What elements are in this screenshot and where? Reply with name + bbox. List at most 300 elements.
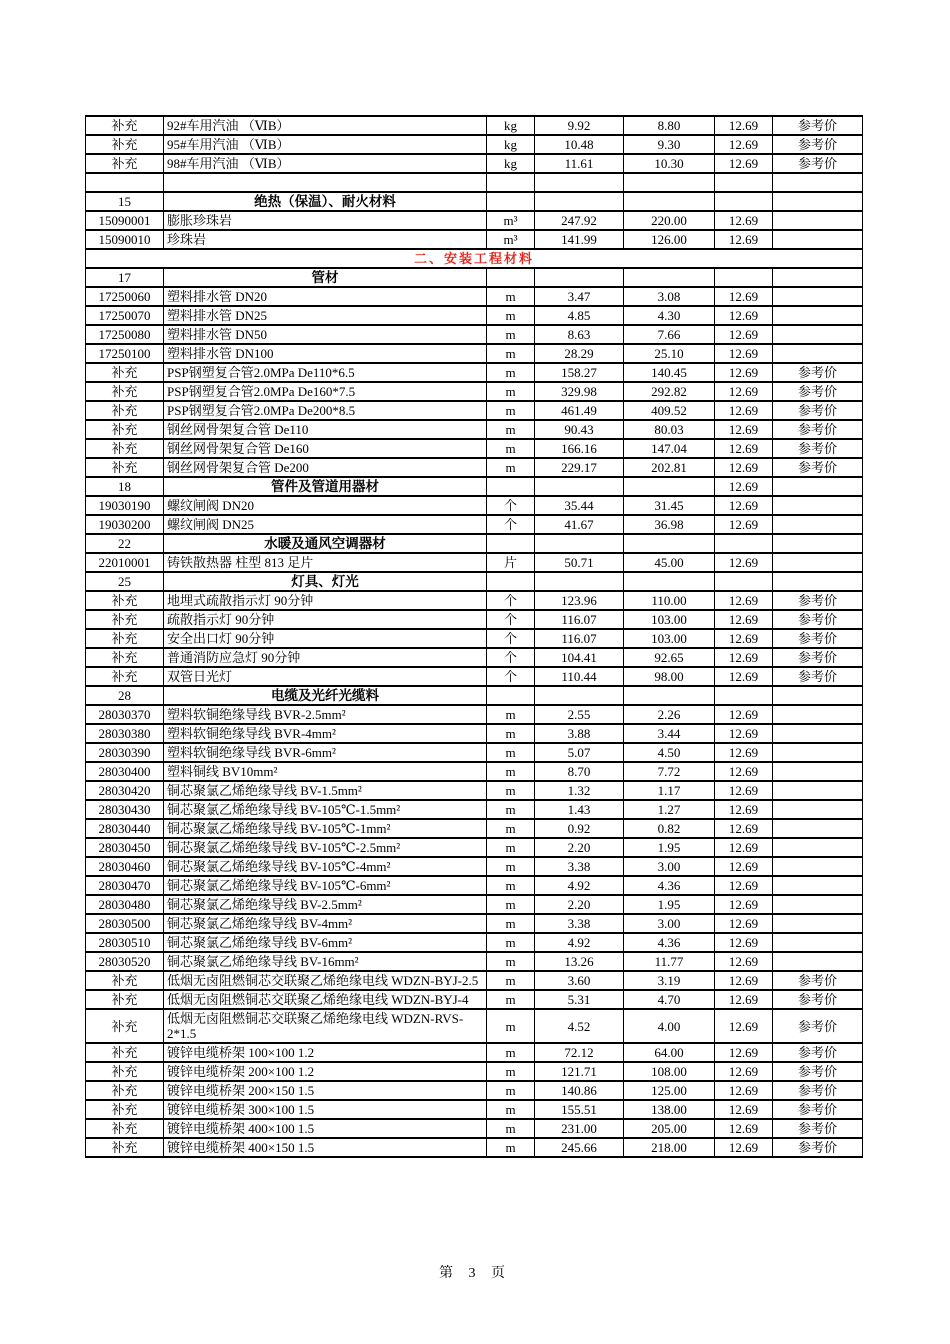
cell-price-no-tax: 1.27 [624,800,715,819]
cell-price-no-tax: 147.04 [624,439,715,458]
cell-remark: 参考价 [773,990,863,1009]
cell-unit: m [487,990,535,1009]
cell-remark: 参考价 [773,116,863,135]
cell-tax-rate [715,192,773,211]
cell-code: 28030470 [86,876,164,895]
cell-price-with-tax [535,268,624,287]
cell-price-no-tax: 110.00 [624,591,715,610]
cell-price-no-tax: 218.00 [624,1138,715,1157]
cell-remark: 参考价 [773,401,863,420]
cell-tax-rate: 12.69 [715,458,773,477]
cell-name: 灯具、灯光 [164,572,487,591]
cell-unit: m [487,933,535,952]
cell-remark [773,572,863,591]
cell-code: 18 [86,477,164,496]
table-row [86,990,863,1009]
cell-unit: m [487,439,535,458]
cell-tax-rate [715,534,773,553]
cell-unit: m [487,1119,535,1138]
cell-price-with-tax: 9.92 [535,116,624,135]
cell-code: 22 [86,534,164,553]
cell-price-with-tax: 35.44 [535,496,624,515]
cell-code: 15 [86,192,164,211]
cell-code: 28030380 [86,724,164,743]
cell-tax-rate: 12.69 [715,1138,773,1157]
table-row [86,1009,863,1043]
cell-remark [773,515,863,534]
cell-remark: 参考价 [773,382,863,401]
table-row [86,1138,863,1157]
cell-price-with-tax: 28.29 [535,344,624,363]
cell-price-with-tax [535,477,624,496]
cell-name: 镀锌电缆桥架 400×150 1.5 [164,1138,487,1157]
cell-code: 补充 [86,439,164,458]
cell-remark [773,496,863,515]
table-row [86,876,863,895]
cell-tax-rate: 12.69 [715,876,773,895]
cell-price-with-tax: 3.38 [535,857,624,876]
table-row [86,667,863,686]
cell-name: 低烟无卤阻燃铜芯交联聚乙烯绝缘电线 WDZN-BYJ-2.5 [164,971,487,990]
cell-name: 疏散指示灯 90分钟 [164,610,487,629]
cell-unit: m [487,819,535,838]
cell-unit [487,477,535,496]
cell-unit: m [487,781,535,800]
cell-tax-rate: 12.69 [715,420,773,439]
cell-price-no-tax: 4.70 [624,990,715,1009]
cell-remark [773,230,863,249]
cell-tax-rate: 12.69 [715,344,773,363]
cell-code: 28030460 [86,857,164,876]
table-row [86,325,863,344]
cell-unit: 个 [487,496,535,515]
category-header-row [86,192,863,211]
cell-price-no-tax: 138.00 [624,1100,715,1119]
cell-price-with-tax: 72.12 [535,1043,624,1062]
cell-price-no-tax: 202.81 [624,458,715,477]
table-row [86,1100,863,1119]
cell-remark [773,857,863,876]
cell-price-with-tax: 4.52 [535,1009,624,1043]
cell-unit: 个 [487,515,535,534]
cell-remark: 参考价 [773,363,863,382]
cell-code: 补充 [86,1100,164,1119]
cell-remark: 参考价 [773,667,863,686]
cell-price-with-tax: 140.86 [535,1081,624,1100]
cell-price-with-tax [535,173,624,192]
cell-price-no-tax: 11.77 [624,952,715,971]
cell-remark [773,306,863,325]
cell-code: 补充 [86,420,164,439]
cell-tax-rate: 12.69 [715,306,773,325]
cell-code: 28030390 [86,743,164,762]
table-row [86,705,863,724]
cell-name: 铜芯聚氯乙烯绝缘导线 BV-6mm² [164,933,487,952]
cell-code: 28030480 [86,895,164,914]
cell-price-no-tax: 25.10 [624,344,715,363]
cell-tax-rate: 12.69 [715,895,773,914]
table-row [86,420,863,439]
cell-unit: m [487,306,535,325]
cell-price-with-tax [535,534,624,553]
table-row [86,762,863,781]
cell-price-no-tax: 220.00 [624,211,715,230]
table-row [86,1043,863,1062]
cell-unit [487,686,535,705]
cell-remark [773,686,863,705]
cell-code: 补充 [86,382,164,401]
table-row [86,211,863,230]
cell-remark [773,933,863,952]
cell-remark: 参考价 [773,1119,863,1138]
cell-name: 水暖及通风空调器材 [164,534,487,553]
cell-remark [773,534,863,553]
cell-code: 28030450 [86,838,164,857]
cell-price-no-tax: 103.00 [624,629,715,648]
cell-code: 15090010 [86,230,164,249]
cell-remark [773,781,863,800]
cell-unit: kg [487,135,535,154]
cell-code: 28030520 [86,952,164,971]
table-row [86,933,863,952]
cell-price-no-tax [624,173,715,192]
cell-price-with-tax: 231.00 [535,1119,624,1138]
cell-tax-rate: 12.69 [715,629,773,648]
cell-name [164,173,487,192]
page-number-footer: 第 3 页 [439,1266,511,1281]
cell-price-no-tax [624,192,715,211]
cell-remark: 参考价 [773,1062,863,1081]
cell-code: 19030190 [86,496,164,515]
cell-name: 电缆及光纤光缆料 [164,686,487,705]
cell-name: 管件及管道用器材 [164,477,487,496]
cell-price-with-tax: 2.20 [535,838,624,857]
cell-code: 补充 [86,135,164,154]
cell-price-no-tax [624,686,715,705]
cell-price-with-tax: 8.70 [535,762,624,781]
cell-unit: m [487,876,535,895]
cell-code: 补充 [86,458,164,477]
cell-price-with-tax: 3.38 [535,914,624,933]
cell-name: PSP钢塑复合管2.0MPa De110*6.5 [164,363,487,382]
cell-price-with-tax: 155.51 [535,1100,624,1119]
table-row [86,952,863,971]
cell-remark: 参考价 [773,971,863,990]
cell-unit: m [487,895,535,914]
table-row [86,1062,863,1081]
cell-remark [773,762,863,781]
cell-unit: m [487,800,535,819]
cell-name: 普通消防应急灯 90分钟 [164,648,487,667]
cell-price-no-tax: 4.00 [624,1009,715,1043]
cell-remark [773,952,863,971]
cell-price-with-tax: 110.44 [535,667,624,686]
table-row [86,135,863,154]
cell-tax-rate: 12.69 [715,287,773,306]
cell-price-no-tax: 2.26 [624,705,715,724]
cell-remark [773,344,863,363]
section-title-row [86,249,863,268]
cell-tax-rate: 12.69 [715,648,773,667]
cell-price-no-tax: 125.00 [624,1081,715,1100]
cell-code: 补充 [86,1062,164,1081]
cell-price-no-tax: 292.82 [624,382,715,401]
cell-name: 铜芯聚氯乙烯绝缘导线 BV-105℃-2.5mm² [164,838,487,857]
table-row [86,553,863,572]
cell-tax-rate: 12.69 [715,857,773,876]
cell-name: 地埋式疏散指示灯 90分钟 [164,591,487,610]
cell-price-no-tax: 108.00 [624,1062,715,1081]
cell-price-no-tax: 4.36 [624,876,715,895]
cell-price-no-tax: 3.00 [624,857,715,876]
cell-price-no-tax: 31.45 [624,496,715,515]
cell-name: 镀锌电缆桥架 400×100 1.5 [164,1119,487,1138]
cell-remark [773,192,863,211]
cell-name: 铜芯聚氯乙烯绝缘导线 BV-105℃-6mm² [164,876,487,895]
cell-code: 17250080 [86,325,164,344]
cell-name: 镀锌电缆桥架 300×100 1.5 [164,1100,487,1119]
cell-price-with-tax: 461.49 [535,401,624,420]
cell-name: 塑料软铜绝缘导线 BVR-4mm² [164,724,487,743]
cell-name: 塑料排水管 DN100 [164,344,487,363]
cell-tax-rate: 12.69 [715,496,773,515]
table-row [86,648,863,667]
cell-unit: m [487,363,535,382]
cell-remark [773,743,863,762]
cell-price-no-tax: 80.03 [624,420,715,439]
cell-name: 塑料软铜绝缘导线 BVR-2.5mm² [164,705,487,724]
cell-unit: m [487,914,535,933]
cell-price-no-tax: 205.00 [624,1119,715,1138]
cell-name: 92#车用汽油 （ⅥB） [164,116,487,135]
cell-price-with-tax [535,192,624,211]
cell-price-no-tax [624,534,715,553]
cell-remark: 参考价 [773,1043,863,1062]
cell-price-with-tax: 0.92 [535,819,624,838]
cell-tax-rate: 12.69 [715,762,773,781]
cell-price-no-tax: 10.30 [624,154,715,173]
cell-tax-rate: 12.69 [715,610,773,629]
cell-tax-rate: 12.69 [715,971,773,990]
cell-name: 安全出口灯 90分钟 [164,629,487,648]
cell-price-no-tax: 1.17 [624,781,715,800]
cell-price-no-tax: 3.44 [624,724,715,743]
table-row [86,287,863,306]
cell-name: 管材 [164,268,487,287]
cell-remark [773,876,863,895]
cell-tax-rate: 12.69 [715,667,773,686]
category-header-row [86,686,863,705]
cell-name: 塑料软铜绝缘导线 BVR-6mm² [164,743,487,762]
cell-unit: m [487,971,535,990]
table-row [86,629,863,648]
cell-code: 补充 [86,990,164,1009]
cell-price-no-tax: 3.08 [624,287,715,306]
table-row [86,344,863,363]
cell-code: 17250060 [86,287,164,306]
table-row [86,496,863,515]
cell-tax-rate: 12.69 [715,1062,773,1081]
table-row [86,800,863,819]
cell-code: 22010001 [86,553,164,572]
cell-price-no-tax: 92.65 [624,648,715,667]
cell-code: 补充 [86,610,164,629]
cell-tax-rate: 12.69 [715,211,773,230]
cell-remark: 参考价 [773,1138,863,1157]
cell-tax-rate: 12.69 [715,1119,773,1138]
cell-unit: m [487,762,535,781]
materials-price-table [85,115,863,1158]
cell-remark: 参考价 [773,135,863,154]
cell-name: 铜芯聚氯乙烯绝缘导线 BV-2.5mm² [164,895,487,914]
cell-code: 补充 [86,1009,164,1043]
cell-name: 铜芯聚氯乙烯绝缘导线 BV-16mm² [164,952,487,971]
cell-name: 镀锌电缆桥架 200×150 1.5 [164,1081,487,1100]
cell-tax-rate: 12.69 [715,1081,773,1100]
cell-remark: 参考价 [773,648,863,667]
cell-price-with-tax: 121.71 [535,1062,624,1081]
cell-price-with-tax: 1.43 [535,800,624,819]
cell-code: 补充 [86,667,164,686]
cell-tax-rate: 12.69 [715,553,773,572]
cell-tax-rate: 12.69 [715,1009,773,1043]
cell-price-with-tax: 10.48 [535,135,624,154]
cell-price-with-tax: 3.47 [535,287,624,306]
cell-price-no-tax: 3.00 [624,914,715,933]
cell-price-with-tax: 41.67 [535,515,624,534]
cell-unit: m [487,952,535,971]
cell-price-no-tax: 4.30 [624,306,715,325]
cell-name: 铜芯聚氯乙烯绝缘导线 BV-4mm² [164,914,487,933]
cell-tax-rate: 12.69 [715,990,773,1009]
cell-price-with-tax: 90.43 [535,420,624,439]
cell-name: 镀锌电缆桥架 100×100 1.2 [164,1043,487,1062]
table-row [86,116,863,135]
price-table-body [86,116,863,1157]
table-row [86,401,863,420]
cell-tax-rate: 12.69 [715,724,773,743]
table-row [86,971,863,990]
cell-price-with-tax [535,686,624,705]
cell-price-with-tax: 247.92 [535,211,624,230]
cell-price-no-tax: 45.00 [624,553,715,572]
cell-price-with-tax: 50.71 [535,553,624,572]
cell-remark: 参考价 [773,458,863,477]
cell-tax-rate: 12.69 [715,705,773,724]
cell-price-no-tax: 4.50 [624,743,715,762]
cell-tax-rate [715,686,773,705]
cell-unit: m [487,458,535,477]
cell-price-no-tax: 3.19 [624,971,715,990]
cell-remark: 参考价 [773,439,863,458]
category-header-row [86,534,863,553]
cell-price-with-tax: 229.17 [535,458,624,477]
cell-code: 28030500 [86,914,164,933]
cell-price-with-tax: 116.07 [535,629,624,648]
cell-unit: m [487,287,535,306]
table-row [86,743,863,762]
cell-tax-rate: 12.69 [715,363,773,382]
cell-name: 螺纹闸阀 DN20 [164,496,487,515]
table-row [86,230,863,249]
cell-remark: 参考价 [773,1100,863,1119]
cell-name: 钢丝网骨架复合管 De160 [164,439,487,458]
table-row [86,439,863,458]
cell-code: 15090001 [86,211,164,230]
cell-name: 铸铁散热器 柱型 813 足片 [164,553,487,572]
cell-price-with-tax: 11.61 [535,154,624,173]
cell-unit: m³ [487,230,535,249]
cell-unit: m [487,1081,535,1100]
cell-name: PSP钢塑复合管2.0MPa De160*7.5 [164,382,487,401]
cell-name: 98#车用汽油 （ⅥB） [164,154,487,173]
cell-price-with-tax: 245.66 [535,1138,624,1157]
cell-tax-rate: 12.69 [715,230,773,249]
cell-price-with-tax: 3.60 [535,971,624,990]
cell-unit: m [487,382,535,401]
cell-tax-rate: 12.69 [715,325,773,344]
cell-price-with-tax: 141.99 [535,230,624,249]
cell-remark [773,325,863,344]
cell-unit: m [487,857,535,876]
table-row [86,914,863,933]
cell-name: PSP钢塑复合管2.0MPa De200*8.5 [164,401,487,420]
cell-unit: kg [487,116,535,135]
cell-tax-rate [715,572,773,591]
cell-code: 补充 [86,1081,164,1100]
table-row [86,838,863,857]
cell-unit: 个 [487,591,535,610]
cell-code: 17250100 [86,344,164,363]
table-row [86,363,863,382]
cell-unit: 个 [487,610,535,629]
cell-code: 28030510 [86,933,164,952]
table-row [86,781,863,800]
cell-tax-rate: 12.69 [715,800,773,819]
cell-tax-rate: 12.69 [715,116,773,135]
cell-price-no-tax: 7.72 [624,762,715,781]
table-row [86,306,863,325]
cell-price-no-tax: 4.36 [624,933,715,952]
cell-remark [773,914,863,933]
cell-tax-rate: 12.69 [715,952,773,971]
cell-price-no-tax [624,268,715,287]
cell-remark: 参考价 [773,591,863,610]
cell-price-with-tax: 4.92 [535,876,624,895]
cell-price-with-tax: 2.20 [535,895,624,914]
cell-unit: m [487,743,535,762]
cell-remark [773,895,863,914]
cell-unit: m [487,838,535,857]
cell-remark [773,173,863,192]
cell-tax-rate [715,268,773,287]
cell-code [86,173,164,192]
cell-name: 螺纹闸阀 DN25 [164,515,487,534]
cell-unit: m [487,705,535,724]
cell-price-with-tax [535,572,624,591]
cell-price-with-tax: 116.07 [535,610,624,629]
cell-unit [487,173,535,192]
table-row [86,591,863,610]
cell-price-no-tax: 1.95 [624,838,715,857]
cell-name: 钢丝网骨架复合管 De110 [164,420,487,439]
cell-price-with-tax: 4.92 [535,933,624,952]
cell-remark: 参考价 [773,1081,863,1100]
cell-tax-rate: 12.69 [715,515,773,534]
cell-price-with-tax: 5.07 [535,743,624,762]
category-header-row [86,477,863,496]
cell-price-with-tax: 104.41 [535,648,624,667]
